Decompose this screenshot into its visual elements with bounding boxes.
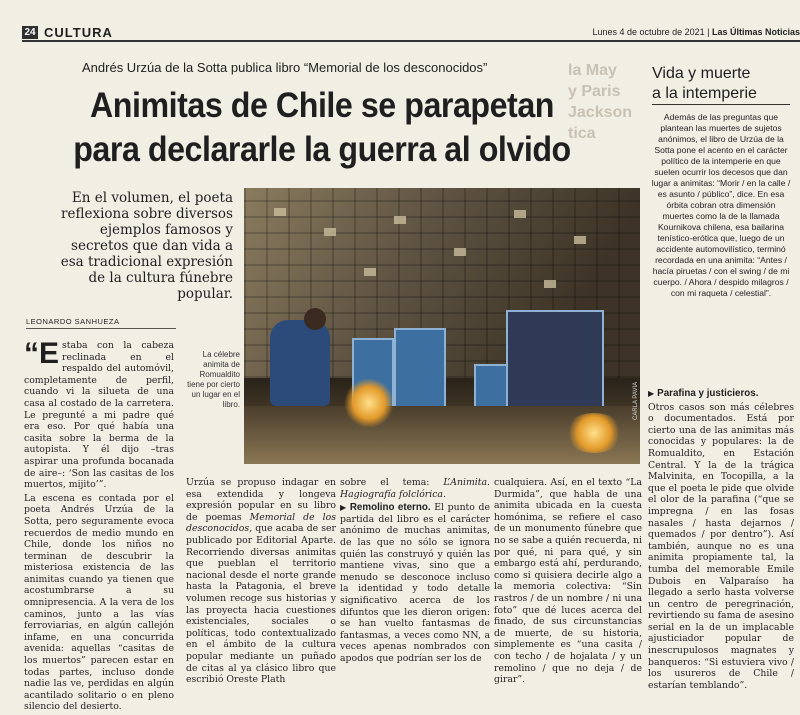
subhead: Parafina y justicieros.	[657, 388, 759, 399]
paragraph: Otros casos son más célebres o documentados. Está por cierto una de las animitas más conocidas y populares: la de Romualdito, en Estación Central. Y la de la trágica Malvinita, en Tocopilla, a la que el poeta le pide que olvide el olor de la parafina (“que se impregna / en las fosas nasales / hasta dejarnos / quemados / por dentro”). Así también, aunque no es una animita propiamente tal, la tumba del memorable Emile Dubois en Valparaíso ha llegado a serlo hasta volverse un centro de peregrinación, revirtiendo su fama de asesino serial en la de un implacable ajusticiador popular de inescrupulosos magnates y banqueros: “Si estuviera vivo / los usureros de Chile / estarían temblando”.	[648, 401, 794, 691]
arrow-icon: ▶	[340, 503, 347, 513]
column-3	[340, 477, 490, 667]
column-1	[24, 337, 174, 715]
byline-rule	[26, 328, 176, 329]
candle-glow	[344, 378, 394, 428]
date-line	[593, 27, 800, 37]
subhead-line	[648, 388, 794, 400]
plaque	[274, 208, 286, 216]
sidebar-text: Además de las preguntas que plantean las muertes de sujetos anónimos, el libro de Urzúa de la Sotta pone el acento en el carácter político de la intemperie en que suelen ocurrir los decesos que dan lugar a animitas: “Morir / en la calle / es asunto / público”, dice. En esa órbita cobran otra dimensión muertes como la de la llamada Kournikova chilena, esa bailarina tenístico-erótica que, luego de un accidente automovilístico, terminó recordada en una animita: “Antes / hacía piruetas / con el swing / de mi cuerpo. / Ahora / despido milagros / con mi raqueta / celestial”.	[651, 112, 791, 298]
book-title: Memorial de los desconocidos,	[186, 511, 336, 535]
book-title: L’Animita. Hagiografía folclórica.	[340, 477, 490, 500]
plaque	[324, 228, 336, 236]
headline-line-2: para declararle la guerra al olvido	[73, 130, 571, 169]
candle-glow	[564, 413, 624, 453]
article-kicker: Andrés Urzúa de la Sotta publica libro “Memorial de los desconocidos”	[82, 60, 488, 75]
article-headline	[46, 84, 598, 172]
column-4: cualquiera. Así, en el texto “La Durmida”, que habla de una animita ubicada en la cuesta homónima, se refiere el caso de un monumento fúnebre que no se sabe a quién recuerda, ni por qué, ni para qué, y sin embargo está ahí, perdurando, como si quisiera decirle algo a la memoria colectiva: “Sin rastros / de un nombre / ni una foto” que dé luces acerca del finado, de sus circunstancias de muerte, de su historia, simplemente es “una casita / con techo / de hojalata / y un remolino / que no deja / de girar”.	[494, 477, 642, 686]
sidebar-title-line-1: Vida y muerte	[652, 65, 751, 82]
bleed-line: tica	[568, 125, 596, 142]
sidebar-title-line-2: a la intemperie	[652, 85, 757, 102]
paragraph	[340, 502, 490, 664]
paragraph-text: staba con la cabeza reclinada en el respaldo del automóvil, completamente de perfil, cuando vi la silueta de una casa al costado de la carretera. Le pregunté a mi padre qué era eso. Por qué había una casita sobre la berma de la autopista. Y él dijo –tras aspirar una profunda bocanada de aire–: ‘Son las casitas de los muertos, mijito’”.	[24, 340, 174, 491]
paragraph	[340, 477, 490, 500]
animita-photo	[244, 188, 640, 464]
bleed-line: Jackson	[568, 104, 633, 121]
column-2	[186, 477, 336, 686]
plaque	[364, 268, 376, 276]
paragraph-text: que acaba de ser publicado por Editorial Aparte. Recorriendo diversas animitas que pueblan el territorio nacional desde el norte grande hasta la Patagonia, el breve volumen recoge sus historias y las proyecta hacia cuestiones existenciales, sociales o políticas, todo contextualizado en el ámbito de la cultura popular mediante un puñado de citas al ya clásico libro que escribió Oreste Plath	[186, 523, 336, 686]
byline: LEONARDO SANHUEZA	[26, 317, 120, 326]
photo-caption: La célebre animita de Romualdito tiene por cierto un lugar en el libro.	[187, 350, 240, 409]
opening-paragraph	[24, 337, 174, 491]
paragraph-text: Urzúa se propuso indagar en esa extendida y longeva expresión popular en su libro de poemas	[186, 477, 336, 523]
bleed-line: y Paris	[568, 83, 621, 100]
paragraph-text: sobre el tema:	[340, 477, 430, 488]
drop-cap-letter: E	[39, 337, 60, 370]
section-name: CULTURA	[44, 25, 113, 40]
article-deck: En el volumen, el poeta reflexiona sobre diversos ejemplos famosos y secretos que dan vida a esa tradicional expresión de la cultura fúnebre popular.	[60, 190, 233, 302]
publication-date: Lunes 4 de octubre de 2021 |	[592, 27, 710, 37]
bleed-through-text	[568, 60, 648, 144]
plaque	[394, 216, 406, 224]
paragraph-text: El punto de partida del libro es el carácter anónimo de muchas animitas, de las que no sólo se ignora quién las construyó y quién las mantiene vivas, sino que a menudo se desconoce incluso la identidad y todo detalle significativo acerca de los difuntos que les dieron origen: se han vuelto fantasmas de fantasmas, a veces como NN, a veces apenas nombrados con apodos que podrían ser los de	[340, 502, 490, 664]
headline-line-1: Animitas de Chile se parapetan	[90, 86, 554, 125]
subhead: Remolino eterno.	[349, 502, 431, 514]
person	[270, 320, 330, 406]
arrow-icon: ▶	[648, 389, 655, 398]
plaque	[454, 248, 466, 256]
page-header	[22, 26, 800, 42]
sidebar-rule	[652, 104, 790, 105]
column-5	[648, 388, 794, 693]
bleed-line: la May	[568, 62, 617, 79]
person-head	[304, 308, 326, 330]
page-number: 24	[22, 26, 38, 39]
newspaper-name: Las Últimas Noticias	[711, 27, 800, 37]
sidebar-title	[652, 64, 792, 104]
plaque	[514, 210, 526, 218]
drop-cap: “E	[24, 337, 60, 370]
plaque	[574, 236, 586, 244]
photo-credit: CARLA PAVIA	[633, 381, 639, 420]
paragraph: La escena es contada por el poeta Andrés Urzúa de la Sotta, pero seguramente evoca recuerdos de medio mundo en Chile, donde los niños no terminan de descubrir la misteriosa existencia de las animitas cuando ya tienen que acostumbrarse a su omnipresencia. A la vera de los caminos, junto a las vías ferroviarias, en algún callejón infame, en una concurrida avenida: aquellas “casitas de los muertos” parecen estar en todas partes, incluso donde nadie las ve, perdidas en algún acantilado solitario o en pleno silencio del desierto.	[24, 492, 174, 713]
plaque	[544, 280, 556, 288]
